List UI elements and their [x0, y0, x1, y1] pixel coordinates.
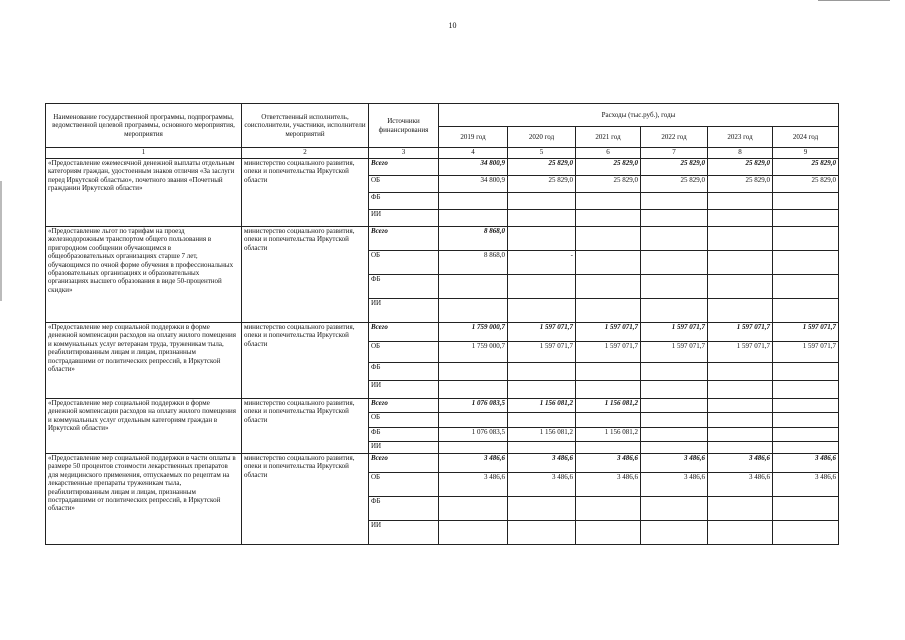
- expense-value: 34 800,9: [439, 176, 508, 193]
- expense-value: 1 597 071,7: [508, 342, 576, 363]
- column-number: 7: [641, 148, 708, 159]
- header-year: 2023 год: [708, 127, 773, 148]
- expense-value: 25 829,0: [708, 159, 773, 176]
- expense-value: [576, 381, 641, 399]
- funding-source: ИИ: [369, 210, 439, 227]
- measure-name: «Предоставление мер социальной поддержки в форме денежной компенсации расходов на оплату жилого помещения и коммунальных услуг ветеранам труда, труженикам тыла, реабилитированным лицам и лицам, признанным пострадавшими от политических репрессий, в Иркутской области»: [46, 323, 242, 399]
- funding-source: Всего: [369, 159, 439, 176]
- header-year: 2022 год: [641, 127, 708, 148]
- expense-value: [641, 399, 708, 413]
- expense-value: [708, 428, 773, 442]
- expense-value: [641, 299, 708, 323]
- expense-value: [641, 210, 708, 227]
- funding-source: ФБ: [369, 497, 439, 521]
- expense-value: [439, 413, 508, 428]
- expense-value: [508, 381, 576, 399]
- expense-value: [641, 497, 708, 521]
- column-number: 8: [708, 148, 773, 159]
- expense-value: 25 829,0: [508, 159, 576, 176]
- expense-value: [773, 428, 839, 442]
- expense-value: [641, 442, 708, 454]
- expense-value: [708, 413, 773, 428]
- expense-value: [773, 210, 839, 227]
- expense-value: 8 868,0: [439, 227, 508, 251]
- expense-value: [773, 497, 839, 521]
- expense-value: 25 829,0: [773, 159, 839, 176]
- expense-value: [773, 442, 839, 454]
- expense-value: 1 156 081,2: [576, 399, 641, 413]
- expense-value: [641, 381, 708, 399]
- header-row: [46, 104, 839, 127]
- expense-value: [708, 521, 773, 545]
- table-row: [46, 323, 839, 342]
- expense-value: 1 076 083,5: [439, 399, 508, 413]
- expense-value: [576, 251, 641, 275]
- expense-value: [576, 363, 641, 381]
- expense-value: [708, 399, 773, 413]
- expense-value: 3 486,6: [641, 473, 708, 497]
- expense-value: [508, 227, 576, 251]
- measure-name: «Предоставление мер социальной поддержки в части оплаты в размере 50 процентов стоимости лекарственных препаратов для медицинского применения, отпускаемых по рецептам на лекарственные препараты труженикам тыла, реабилитированным лицам и лицам, признанным пострадавшими от политических репрессий, в Иркутской области»: [46, 454, 242, 545]
- expense-value: [708, 381, 773, 399]
- funding-source: ОБ: [369, 251, 439, 275]
- expense-value: [508, 299, 576, 323]
- measure-executor: министерство социального развития, опеки и попечительства Иркутской области: [242, 227, 369, 323]
- expense-value: 1 597 071,7: [576, 342, 641, 363]
- expense-value: [641, 193, 708, 210]
- header-sources: Источники финансирования: [369, 104, 439, 148]
- corner-line: [818, 0, 890, 1]
- expense-value: 3 486,6: [773, 473, 839, 497]
- column-number: 4: [439, 148, 508, 159]
- expense-value: [708, 193, 773, 210]
- header-year: 2024 год: [773, 127, 839, 148]
- expense-value: 25 829,0: [508, 176, 576, 193]
- funding-source: ОБ: [369, 176, 439, 193]
- expense-value: 3 486,6: [576, 454, 641, 473]
- expense-value: [439, 363, 508, 381]
- measure-name: «Предоставление ежемесячной денежной выплаты отдельным категориям граждан, удостоенным знаков отличия «За заслуги перед Иркутской областью», почетного звания «Почетный гражданин Иркутской области»: [46, 159, 242, 227]
- expense-value: [641, 227, 708, 251]
- expense-value: [773, 227, 839, 251]
- expense-value: [576, 413, 641, 428]
- funding-source: ИИ: [369, 442, 439, 454]
- funding-source: ИИ: [369, 299, 439, 323]
- expense-value: [576, 227, 641, 251]
- expense-value: [641, 428, 708, 442]
- funding-source: ФБ: [369, 363, 439, 381]
- expense-value: [773, 413, 839, 428]
- expense-value: 1 759 000,7: [439, 342, 508, 363]
- expense-value: [439, 299, 508, 323]
- expense-value: 1 597 071,7: [508, 323, 576, 342]
- expense-value: [439, 521, 508, 545]
- expense-value: 3 486,6: [439, 473, 508, 497]
- expense-value: [508, 521, 576, 545]
- expense-value: 3 486,6: [708, 454, 773, 473]
- expense-value: -: [508, 251, 576, 275]
- expense-value: 25 829,0: [576, 159, 641, 176]
- expense-value: [508, 497, 576, 521]
- expense-value: [641, 413, 708, 428]
- expense-value: [508, 193, 576, 210]
- expense-value: 3 486,6: [508, 454, 576, 473]
- header-program-name: Наименование государственной программы, подпрограммы, ведомственной целевой программы, основного мероприятия, мероприятия: [46, 104, 242, 148]
- funding-source: ИИ: [369, 521, 439, 545]
- measure-executor: министерство социального развития, опеки и попечительства Иркутской области: [242, 454, 369, 545]
- expense-value: 25 829,0: [708, 176, 773, 193]
- expense-value: 1 597 071,7: [773, 323, 839, 342]
- funding-source: ФБ: [369, 193, 439, 210]
- expense-value: [708, 251, 773, 275]
- funding-source: Всего: [369, 399, 439, 413]
- expense-value: 1 156 081,2: [576, 428, 641, 442]
- funding-source: ОБ: [369, 473, 439, 497]
- header-expenses: Расходы (тыс.руб.), годы: [439, 104, 839, 127]
- expense-value: 3 486,6: [773, 454, 839, 473]
- measure-executor: министерство социального развития, опеки и попечительства Иркутской области: [242, 323, 369, 399]
- expense-value: 25 829,0: [641, 159, 708, 176]
- expense-value: 1 597 071,7: [576, 323, 641, 342]
- funding-source: Всего: [369, 454, 439, 473]
- expense-value: [576, 299, 641, 323]
- expense-value: [773, 275, 839, 299]
- funding-source: ФБ: [369, 275, 439, 299]
- expense-value: [576, 521, 641, 545]
- expense-value: 1 597 071,7: [708, 323, 773, 342]
- expense-value: [708, 299, 773, 323]
- header-executor: Ответственный исполнитель, соисполнители, участники, исполнители мероприятий: [242, 104, 369, 148]
- header-year: 2020 год: [508, 127, 576, 148]
- column-number: 3: [369, 148, 439, 159]
- expense-value: 3 486,6: [641, 454, 708, 473]
- expense-value: [708, 227, 773, 251]
- expense-value: [439, 442, 508, 454]
- expense-value: [641, 521, 708, 545]
- measure-executor: министерство социального развития, опеки и попечительства Иркутской области: [242, 399, 369, 454]
- expense-value: 1 597 071,7: [641, 342, 708, 363]
- expense-value: [439, 193, 508, 210]
- expense-value: [708, 442, 773, 454]
- table-row: [46, 399, 839, 413]
- expense-value: [508, 363, 576, 381]
- column-number: 6: [576, 148, 641, 159]
- expense-value: [773, 251, 839, 275]
- expense-value: [773, 381, 839, 399]
- expense-value: [708, 210, 773, 227]
- measure-name: «Предоставление льгот по тарифам на проезд железнодорожным транспортом общего пользования в пригородном сообщении обучающимся в общеобразовательных организациях старше 7 лет, обучающимся по очной форме обучения в профессиональных образовательных организациях и образовательных организациях высшего образования в виде 50-процентной скидки»: [46, 227, 242, 323]
- expense-value: [773, 521, 839, 545]
- header-year: 2019 год: [439, 127, 508, 148]
- funding-source: ОБ: [369, 342, 439, 363]
- expense-value: [508, 413, 576, 428]
- budget-table: [45, 103, 839, 545]
- expense-value: [773, 363, 839, 381]
- expense-value: 1 759 000,7: [439, 323, 508, 342]
- measure-name: «Предоставление мер социальной поддержки в форме денежной компенсации расходов на оплату жилого помещения и коммунальных услуг отдельным категориям граждан в Иркутской области»: [46, 399, 242, 454]
- expense-value: [439, 381, 508, 399]
- expense-value: [708, 363, 773, 381]
- table-row: [46, 454, 839, 473]
- table-row: [46, 159, 839, 176]
- column-number: 9: [773, 148, 839, 159]
- expense-value: [439, 497, 508, 521]
- column-number: 5: [508, 148, 576, 159]
- expense-value: [576, 497, 641, 521]
- column-number: 2: [242, 148, 369, 159]
- expense-value: 3 486,6: [576, 473, 641, 497]
- expense-value: 8 868,0: [439, 251, 508, 275]
- expense-value: 3 486,6: [708, 473, 773, 497]
- expense-value: [439, 210, 508, 227]
- expense-value: 3 486,6: [439, 454, 508, 473]
- expense-value: 1 156 081,2: [508, 399, 576, 413]
- expense-value: 1 597 071,7: [641, 323, 708, 342]
- expense-value: [641, 251, 708, 275]
- measure-executor: министерство социального развития, опеки и попечительства Иркутской области: [242, 159, 369, 227]
- column-number: 1: [46, 148, 242, 159]
- expense-value: 25 829,0: [576, 176, 641, 193]
- page-number: 10: [448, 21, 457, 30]
- expense-value: [708, 497, 773, 521]
- funding-source: ФБ: [369, 428, 439, 442]
- expense-value: [439, 275, 508, 299]
- expense-value: 3 486,6: [508, 473, 576, 497]
- expense-value: [773, 193, 839, 210]
- funding-source: ИИ: [369, 381, 439, 399]
- expense-value: [708, 275, 773, 299]
- expense-value: 1 156 081,2: [508, 428, 576, 442]
- expense-value: [641, 275, 708, 299]
- expense-value: 1 597 071,7: [773, 342, 839, 363]
- expense-value: 25 829,0: [641, 176, 708, 193]
- expense-value: [576, 193, 641, 210]
- scan-edge-mark: [0, 181, 2, 301]
- expense-value: [576, 442, 641, 454]
- expense-value: [576, 210, 641, 227]
- expense-value: [508, 442, 576, 454]
- expense-value: 34 800,9: [439, 159, 508, 176]
- expense-value: 25 829,0: [773, 176, 839, 193]
- funding-source: Всего: [369, 227, 439, 251]
- expense-value: 1 597 071,7: [708, 342, 773, 363]
- funding-source: ОБ: [369, 413, 439, 428]
- expense-value: [773, 399, 839, 413]
- funding-source: Всего: [369, 323, 439, 342]
- expense-value: [508, 275, 576, 299]
- expense-value: [508, 210, 576, 227]
- expense-value: [641, 363, 708, 381]
- expense-value: [773, 299, 839, 323]
- header-year: 2021 год: [576, 127, 641, 148]
- expense-value: [576, 275, 641, 299]
- table-row: [46, 227, 839, 251]
- column-numbers-row: [46, 148, 839, 159]
- expense-value: 1 076 083,5: [439, 428, 508, 442]
